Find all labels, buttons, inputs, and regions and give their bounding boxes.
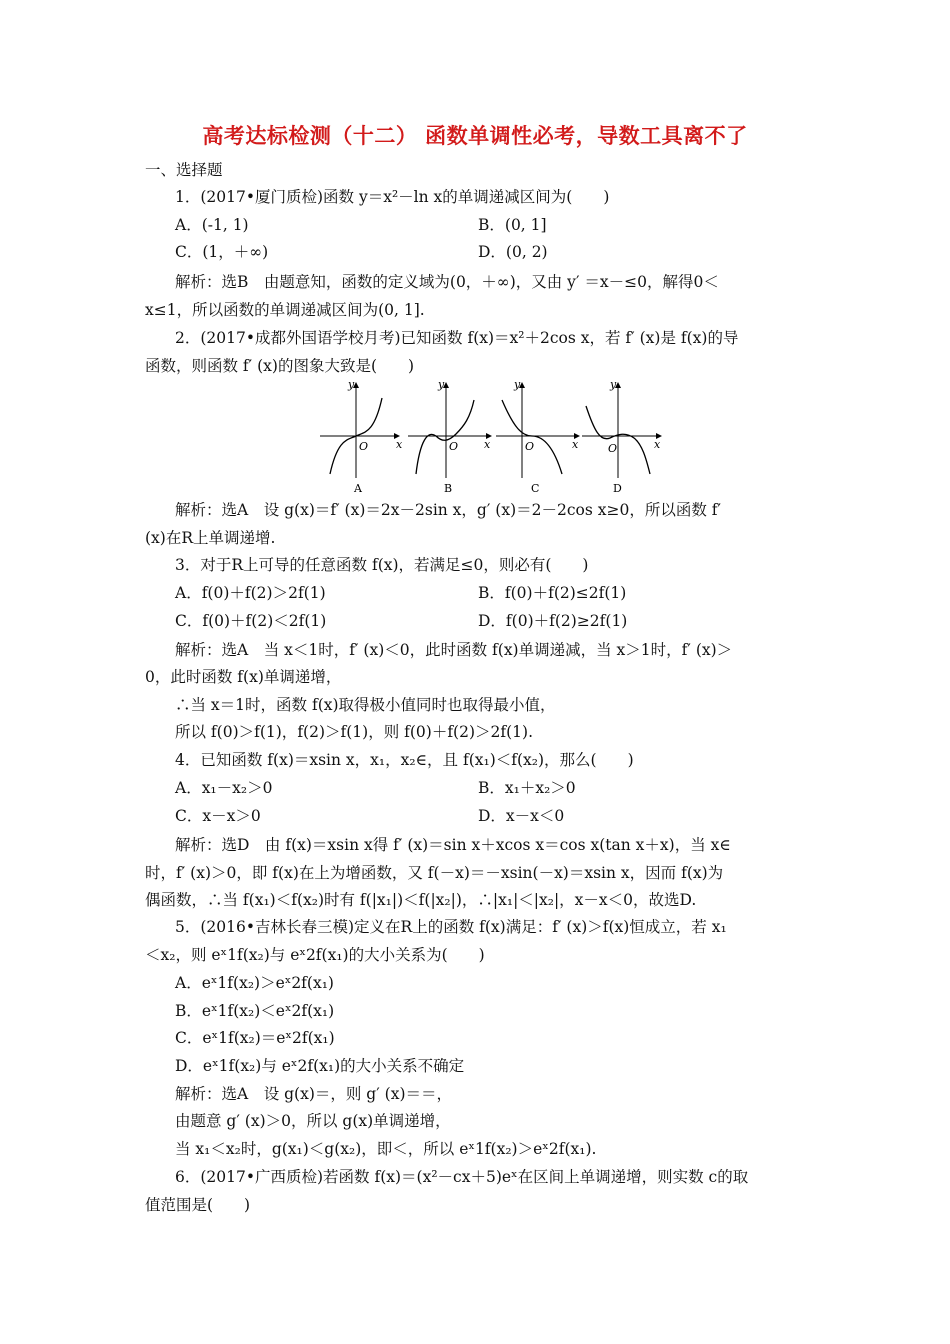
answer-2-line2: (x)在R上单调递增.: [145, 529, 276, 547]
option-3a: A．f(0)＋f(2)＞2f(1): [175, 584, 326, 602]
option-4c: C．x－x＞0: [175, 807, 261, 825]
answer-4-line3: 偶函数，∴当 f(x₁)＜f(x₂)时有 f(|x₁|)＜f(|x₂|)，∴|x₁|＜|x₂|，x－x＜0，故选D.: [145, 891, 697, 909]
graph-c-y-label: y: [514, 378, 521, 391]
question-5-line2: ＜x₂，则 eˣ1f(x₂)与 eˣ2f(x₁)的大小关系为( ): [145, 946, 485, 964]
question-6-line2: 值范围是( ): [145, 1196, 251, 1214]
answer-3-line4: 所以 f(0)＞f(1)，f(2)＞f(1)，则 f(0)＋f(2)＞2f(1).: [175, 723, 533, 741]
graph-d: [582, 378, 662, 495]
graph-b-origin: O: [449, 440, 459, 453]
graph-b-x-label: x: [484, 438, 491, 451]
answer-3-line2: 0，此时函数 f(x)单调递增，: [145, 668, 342, 686]
graph-c-x-label: x: [572, 438, 579, 451]
question-3: 3．对于R上可导的任意函数 f(x)，若满足≤0，则必有( ): [175, 556, 589, 574]
option-1a: A．(-1, 1): [175, 216, 249, 234]
question-6-line1: 6．(2017•广西质检)若函数 f(x)＝(x²－cx＋5)eˣ在区间上单调递增，则实数 c的取: [175, 1168, 749, 1186]
option-1d: D．(0, 2): [478, 243, 548, 261]
option-5b: B．eˣ1f(x₂)＜eˣ2f(x₁): [175, 1002, 335, 1020]
graph-a-origin: O: [359, 440, 369, 453]
answer-3-line1: 解析：选A 当 x＜1时，f′ (x)＜0，此时函数 f(x)单调递减，当 x＞1时，f′ (x)＞: [175, 641, 733, 659]
graph-a-label: A: [354, 482, 362, 495]
page-title: 高考达标检测（十二） 函数单调性必考，导数工具离不了: [202, 124, 748, 148]
graph-a-x-label: x: [396, 438, 403, 451]
answer-5-line2: 由题意 g′ (x)＞0，所以 g(x)单调递增，: [175, 1112, 451, 1130]
graph-d-origin: O: [608, 442, 618, 455]
graph-a-y-label: y: [348, 378, 355, 391]
graph-c-origin: O: [525, 440, 535, 453]
graph-b: [408, 378, 492, 495]
option-3c: C．f(0)＋f(2)＜2f(1): [175, 612, 327, 630]
graph-c: [496, 378, 580, 495]
section-heading: 一、选择题: [145, 161, 223, 179]
answer-1-line1: 解析：选B 由题意知，函数的定义域为(0，＋∞)，又由 y′ ＝x－≤0，解得0＜: [175, 273, 719, 291]
graph-b-y-label: y: [438, 378, 445, 391]
option-4b: B．x₁＋x₂＞0: [478, 779, 576, 797]
option-1b: B．(0, 1]: [478, 216, 547, 234]
question-2-line2: 函数，则函数 f′ (x)的图象大致是( ): [145, 357, 415, 375]
graph-a: [320, 378, 403, 495]
question-2-line1: 2．(2017•成都外国语学校月考)已知函数 f(x)＝x²＋2cos x，若 f′ (x)是 f(x)的导: [175, 329, 739, 347]
answer-4-line1: 解析：选D 由 f(x)＝xsin x得 f′ (x)＝sin x＋xcos x＝cos x(tan x＋x)，当 x∈: [175, 836, 731, 854]
question-1: 1．(2017•厦门质检)函数 y＝x²－ln x的单调递减区间为( ): [175, 188, 610, 206]
graph-c-label: C: [531, 482, 540, 495]
graph-d-label: D: [613, 482, 622, 495]
function-graphs-figure: [318, 378, 668, 496]
answer-2-line1: 解析：选A 设 g(x)＝f′ (x)＝2x－2sin x，g′ (x)＝2－2cos x≥0，所以函数 f′: [175, 501, 722, 519]
graph-d-y-label: y: [610, 378, 617, 391]
question-4: 4．已知函数 f(x)＝xsin x，x₁，x₂∈，且 f(x₁)＜f(x₂)，那么( ): [175, 751, 634, 769]
answer-5-line1: 解析：选A 设 g(x)＝，则 g′ (x)＝＝，: [175, 1085, 453, 1103]
option-3b: B．f(0)＋f(2)≤2f(1): [478, 584, 627, 602]
answer-5-line3: 当 x₁＜x₂时，g(x₁)＜g(x₂)，即＜，所以 eˣ1f(x₂)＞eˣ2f(x₁).: [175, 1140, 597, 1158]
option-3d: D．f(0)＋f(2)≥2f(1): [478, 612, 628, 630]
answer-1-line2: x≤1，所以函数的单调递减区间为(0, 1].: [145, 301, 425, 319]
question-5-line1: 5．(2016•吉林长春三模)定义在R上的函数 f(x)满足：f′ (x)＞f(x)恒成立，若 x₁: [175, 918, 727, 936]
option-4a: A．x₁－x₂＞0: [175, 779, 273, 797]
option-4d: D．x－x＜0: [478, 807, 565, 825]
graph-d-x-label: x: [654, 438, 661, 451]
option-1c: C．(1，＋∞): [175, 243, 269, 261]
answer-4-line2: 时，f′ (x)＞0，即 f(x)在上为增函数，又 f(－x)＝－xsin(－x)＝xsin x，因而 f(x)为: [145, 864, 724, 882]
answer-3-line3: ∴当 x＝1时，函数 f(x)取得极小值同时也取得最小值，: [175, 696, 556, 714]
graph-b-label: B: [444, 482, 453, 495]
option-5c: C．eˣ1f(x₂)＝eˣ2f(x₁): [175, 1029, 335, 1047]
option-5d: D．eˣ1f(x₂)与 eˣ2f(x₁)的大小关系不确定: [175, 1057, 465, 1075]
option-5a: A．eˣ1f(x₂)＞eˣ2f(x₁): [175, 974, 334, 992]
